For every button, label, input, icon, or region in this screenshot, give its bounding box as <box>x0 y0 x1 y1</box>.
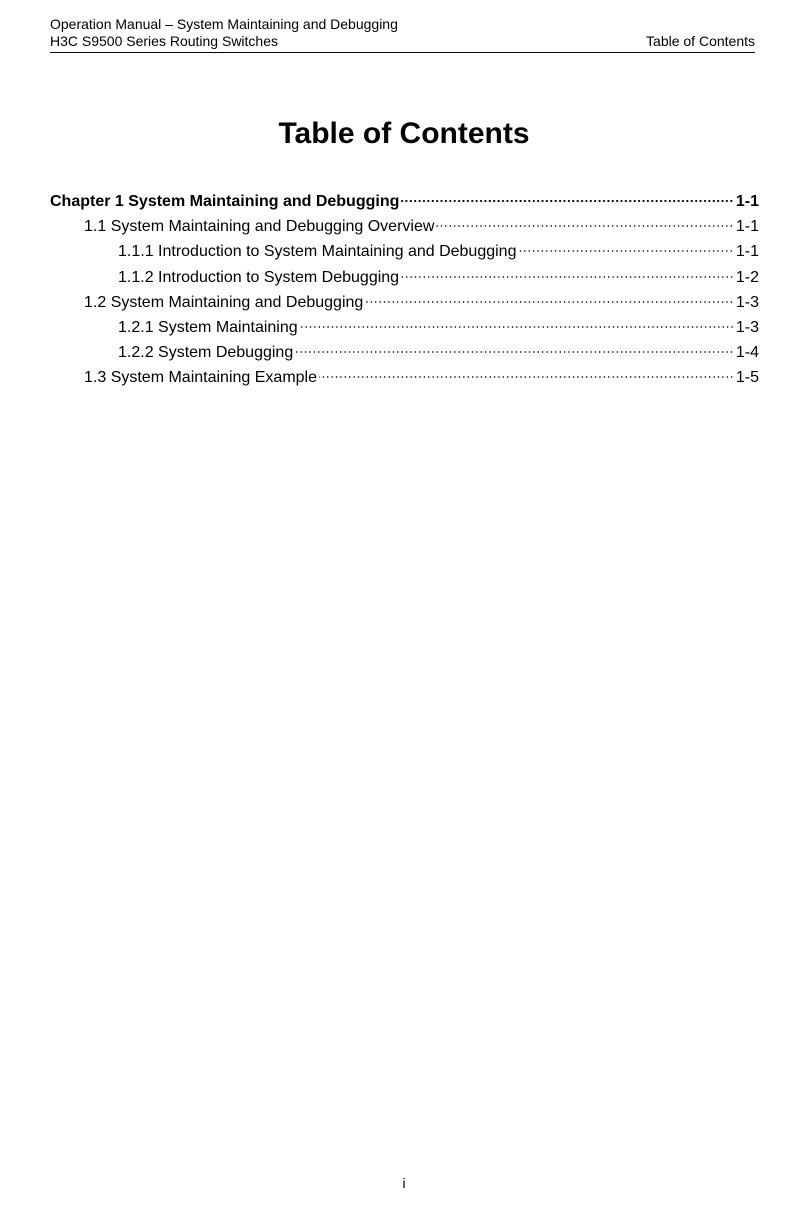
toc-entry-page: 1-5 <box>735 369 759 387</box>
dot-leader <box>436 225 733 227</box>
toc-entry[interactable] <box>50 340 759 365</box>
toc-entry-label: 1.2.2 System Debugging <box>118 344 294 362</box>
header-line-2 <box>50 33 755 50</box>
page-title: Table of Contents <box>278 117 530 150</box>
toc-entry[interactable] <box>50 239 759 264</box>
toc-entry-label: 1.3 System Maintaining Example <box>84 369 317 387</box>
toc-entry[interactable] <box>50 265 759 290</box>
dot-leader <box>401 200 734 202</box>
toc-entry-label: Chapter 1 System Maintaining and Debugging <box>50 193 400 210</box>
toc-entry-page: 1-2 <box>735 268 759 286</box>
toc-entry[interactable] <box>50 365 759 390</box>
dot-leader <box>518 250 733 252</box>
running-header <box>50 16 755 53</box>
toc-entry-label: 1.1.1 Introduction to System Maintaining and Debugging <box>118 243 517 261</box>
toc-entry-label: 1.2 System Maintaining and Debugging <box>84 293 364 311</box>
toc-entry[interactable] <box>50 315 759 340</box>
manual-title: Operation Manual – System Maintaining and Debugging <box>50 16 398 32</box>
section-name: Table of Contents <box>646 33 755 49</box>
product-series: H3C S9500 Series Routing Switches <box>50 33 279 49</box>
dot-leader <box>319 376 734 378</box>
toc-entry-page: 1-4 <box>735 344 759 362</box>
dot-leader <box>401 276 734 278</box>
toc-entry[interactable] <box>50 290 759 315</box>
toc-entry[interactable] <box>50 214 759 239</box>
dot-leader <box>295 351 734 353</box>
toc-entry-page: 1-1 <box>735 218 759 236</box>
dot-leader <box>300 326 734 328</box>
toc-entry-label: 1.1 System Maintaining and Debugging Overview <box>84 218 435 236</box>
toc-entry[interactable] <box>50 189 759 214</box>
toc-entry-label: 1.2.1 System Maintaining <box>118 318 298 336</box>
toc-entry-page: 1-1 <box>735 243 759 261</box>
toc-entry-page: 1-1 <box>735 193 759 210</box>
toc-entry-label: 1.1.2 Introduction to System Debugging <box>118 268 400 286</box>
table-of-contents <box>50 189 759 391</box>
toc-entry-page: 1-3 <box>735 318 759 336</box>
toc-entry-page: 1-3 <box>735 293 759 311</box>
page-number: i <box>402 1175 406 1191</box>
dot-leader <box>365 301 734 303</box>
header-line-1 <box>50 16 755 33</box>
